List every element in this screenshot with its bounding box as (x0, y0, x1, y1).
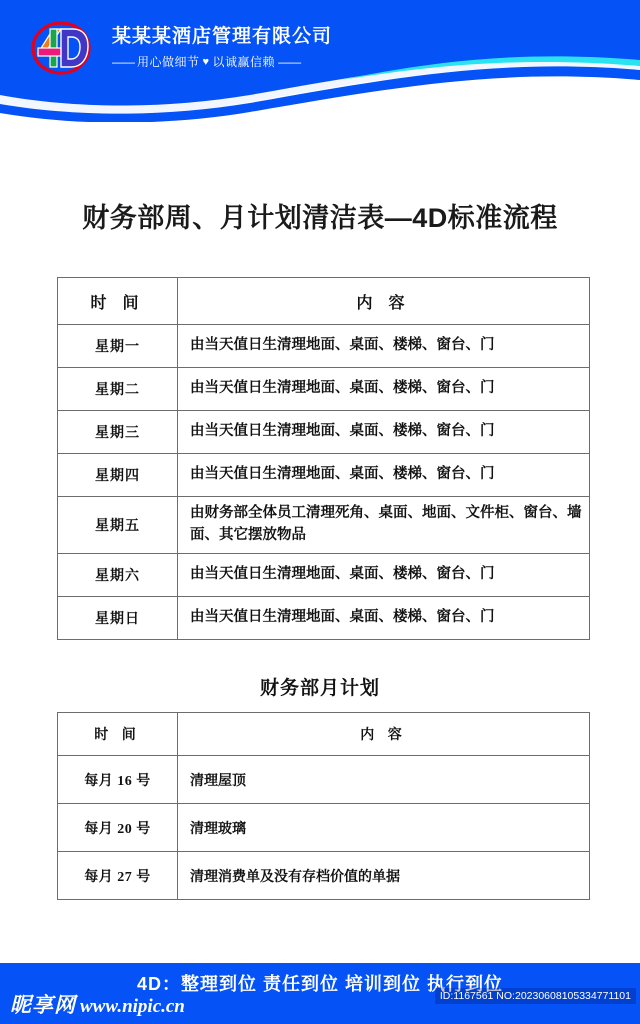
weekly-time-1: 星期二 (58, 368, 178, 411)
weekly-content-3: 由当天值日生清理地面、桌面、楼梯、窗台、门 (178, 454, 590, 497)
company-logo (30, 20, 92, 76)
weekly-plan-table (57, 277, 590, 640)
watermark (10, 995, 185, 1016)
header-content (0, 0, 640, 95)
table-row (58, 368, 590, 411)
slogan-right-dash: —— (278, 54, 301, 69)
header-banner (0, 0, 640, 122)
slogan-left-dash: —— (112, 54, 134, 69)
weekly-time-5: 星期六 (58, 554, 178, 597)
brand-text-block (112, 25, 332, 71)
table-row (58, 454, 590, 497)
table-row (58, 804, 590, 852)
weekly-header-time: 时 间 (58, 278, 178, 325)
weekly-time-4: 星期五 (58, 497, 178, 554)
table-row (58, 554, 590, 597)
heart-icon: ♥ (202, 55, 210, 68)
weekly-content-2: 由当天值日生清理地面、桌面、楼梯、窗台、门 (178, 411, 590, 454)
nipic-url: www.nipic.cn (80, 996, 185, 1017)
monthly-time-0: 每月 16 号 (58, 756, 178, 804)
weekly-time-2: 星期三 (58, 411, 178, 454)
table-row (58, 756, 590, 804)
table-row (58, 497, 590, 554)
weekly-time-3: 星期四 (58, 454, 178, 497)
monthly-header-time: 时 间 (58, 713, 178, 756)
weekly-content-1: 由当天值日生清理地面、桌面、楼梯、窗台、门 (178, 368, 590, 411)
table-row (58, 411, 590, 454)
weekly-header-content: 内 容 (178, 278, 590, 325)
monthly-content-2: 清理消费单及没有存档价值的单据 (178, 852, 590, 900)
monthly-header-content: 内 容 (178, 713, 590, 756)
monthly-plan-table (57, 712, 590, 900)
weekly-content-6: 由当天值日生清理地面、桌面、楼梯、窗台、门 (178, 597, 590, 640)
slogan-part-one: 用心做细节 (137, 55, 200, 70)
monthly-content-1: 清理玻璃 (178, 804, 590, 852)
monthly-header-row (58, 713, 590, 756)
page-title: 财务部周、月计划清洁表—4D标准流程 (82, 203, 558, 233)
nipic-logo: 昵享网 (10, 994, 76, 1017)
monthly-time-2: 每月 27 号 (58, 852, 178, 900)
table-row (58, 325, 590, 368)
weekly-time-0: 星期一 (58, 325, 178, 368)
footer-banner (0, 963, 640, 1024)
slogan-part-two: 以诚赢信赖 (212, 55, 276, 70)
weekly-header-row (58, 278, 590, 325)
monthly-time-1: 每月 20 号 (58, 804, 178, 852)
footer-slogan: 4D：整理到位 责任到位 培训到位 执行到位 (136, 974, 503, 994)
monthly-section-title: 财务部月计划 (259, 678, 380, 699)
weekly-time-6: 星期日 (58, 597, 178, 640)
table-row (58, 852, 590, 900)
table-row (58, 597, 590, 640)
company-slogan (112, 53, 332, 70)
logo-4d-icon (30, 20, 92, 76)
weekly-content-0: 由当天值日生清理地面、桌面、楼梯、窗台、门 (178, 325, 590, 368)
weekly-content-5: 由当天值日生清理地面、桌面、楼梯、窗台、门 (178, 554, 590, 597)
monthly-content-0: 清理屋顶 (178, 756, 590, 804)
company-name: 某某某酒店管理有限公司 (112, 25, 333, 47)
image-id-badge: ID:1167561 NO:20230608105334771101 (435, 988, 636, 1004)
weekly-content-4: 由财务部全体员工清理死角、桌面、地面、文件柜、窗台、墙面、其它摆放物品 (178, 497, 590, 554)
